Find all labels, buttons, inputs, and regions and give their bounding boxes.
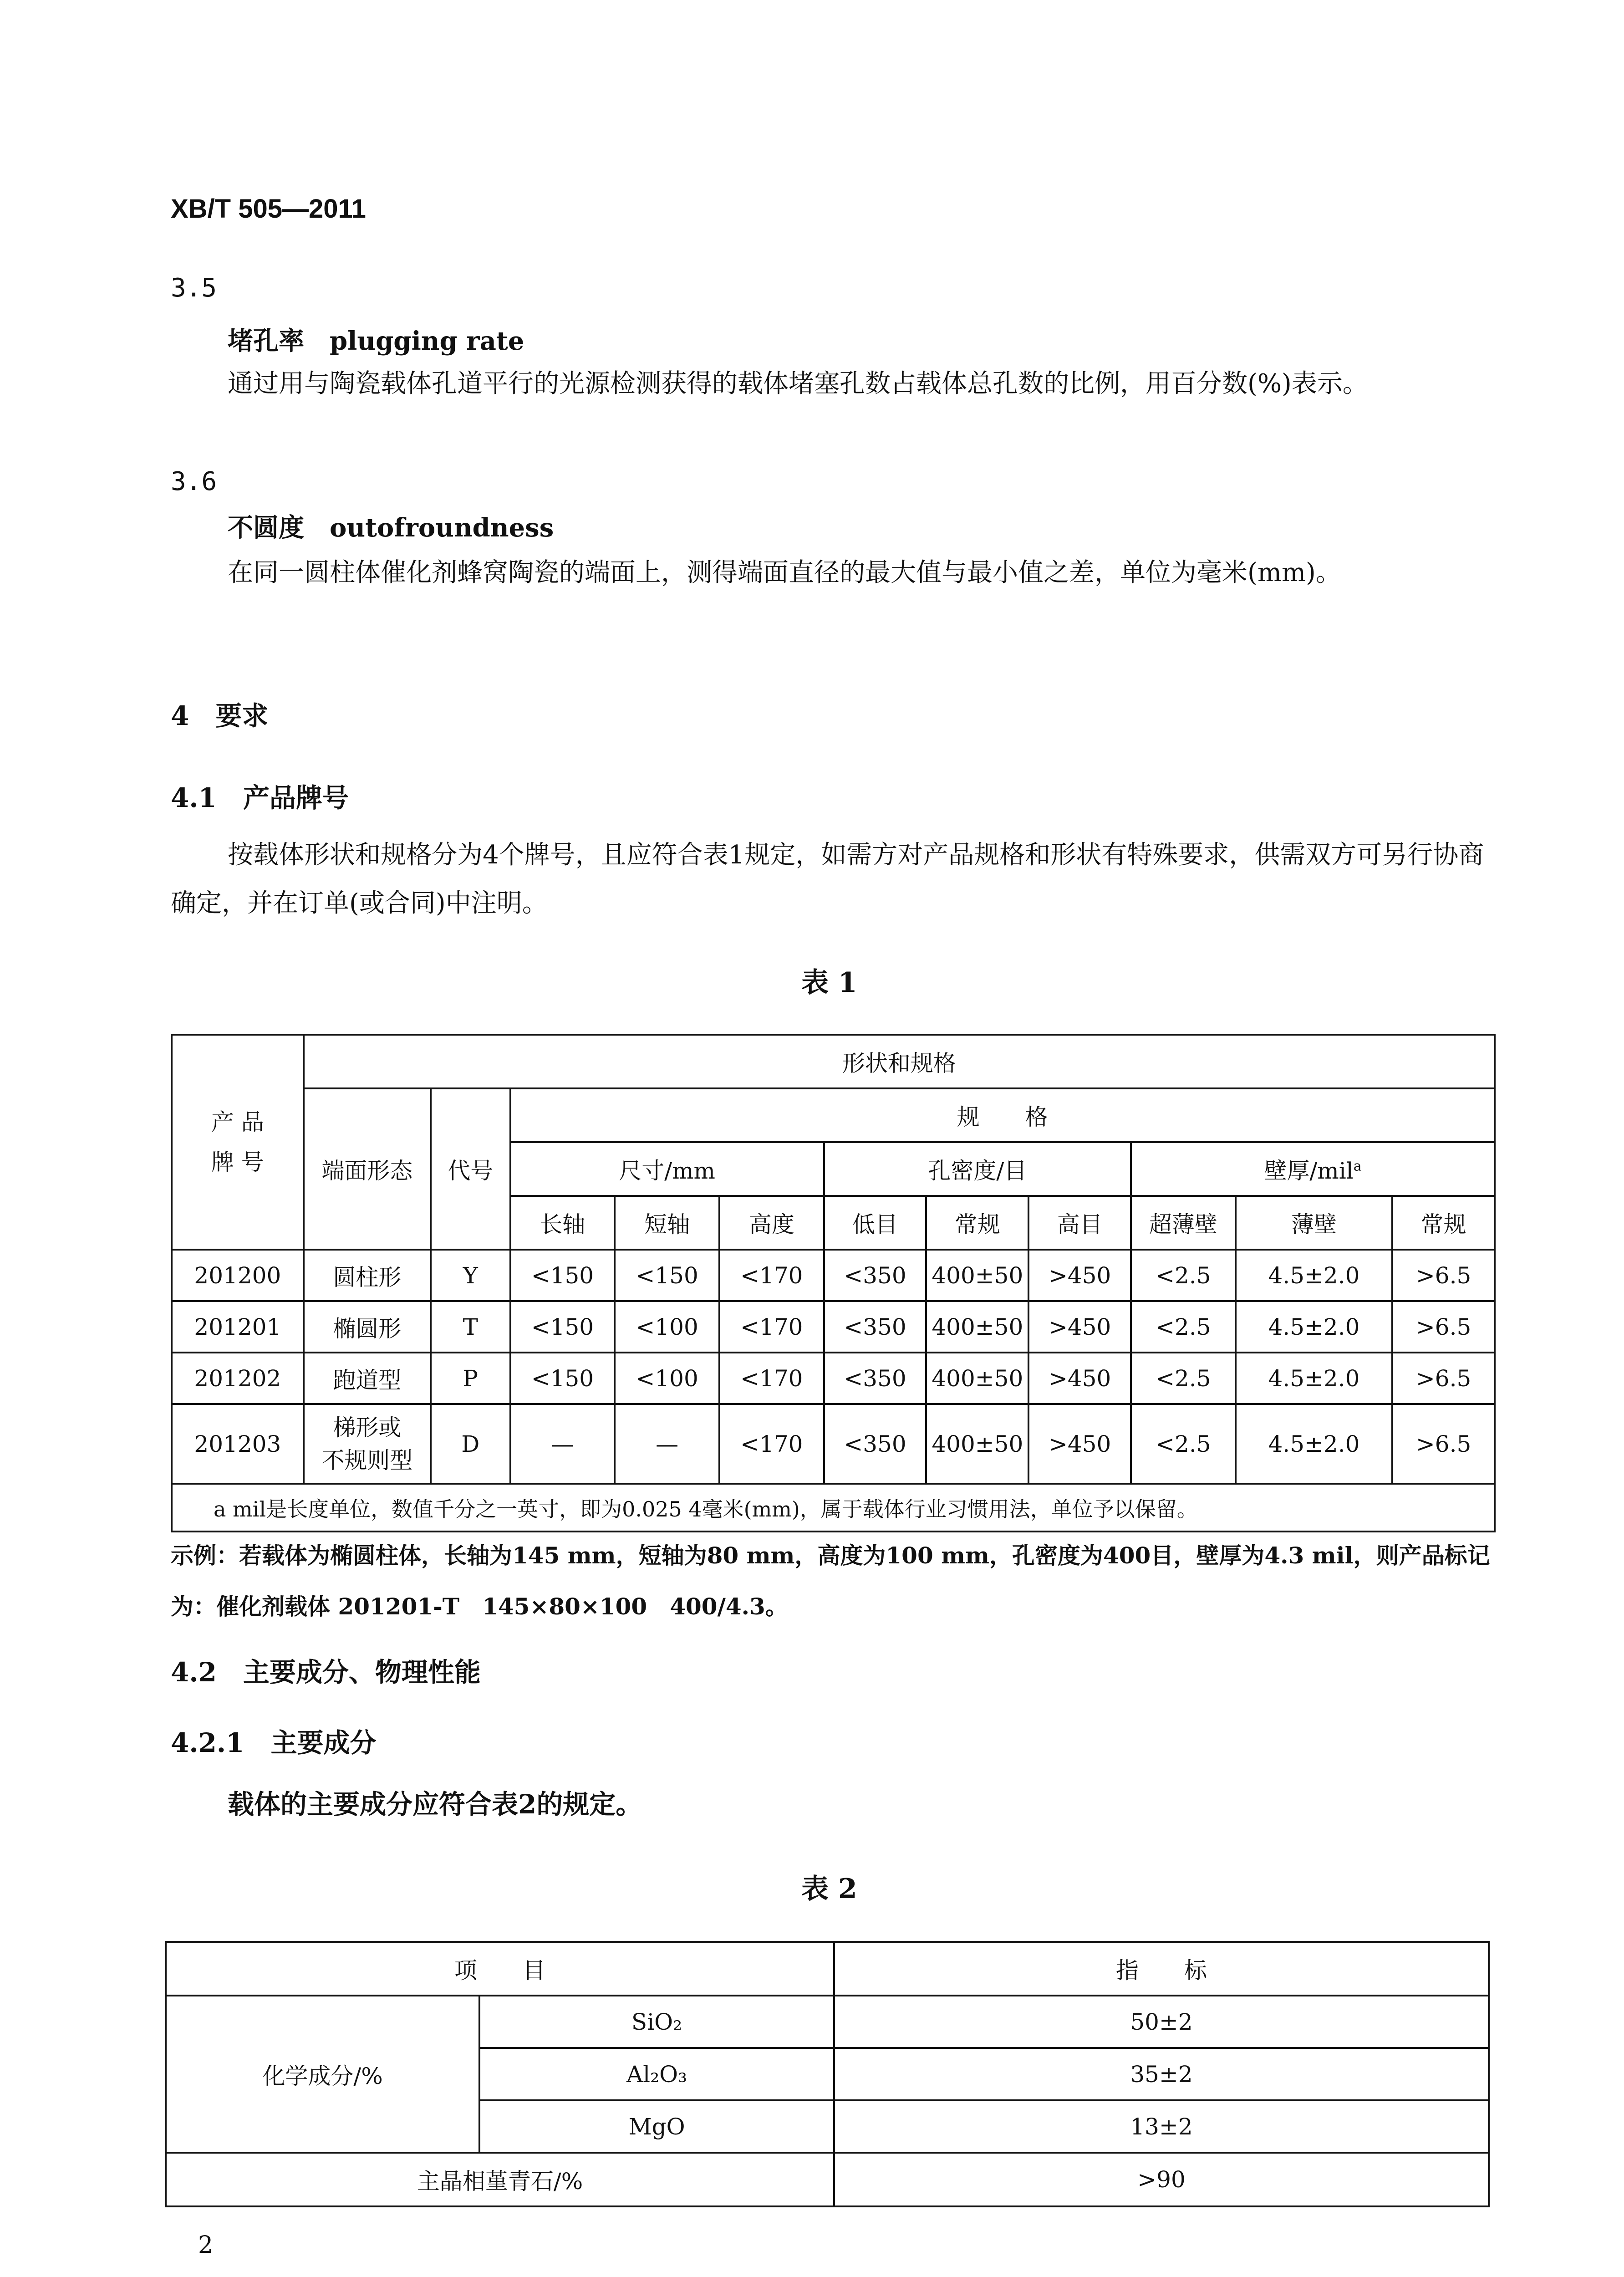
table-cell: >6.5 [1392,1250,1495,1301]
table-cell: 201200 [172,1250,304,1301]
table-cell: <170 [719,1250,824,1301]
clause-number-3-5: 3.5 [171,273,217,303]
table-cell: <100 [615,1353,719,1404]
subheader: 常规 [1392,1196,1495,1250]
footnote-mark: a [1353,1158,1362,1174]
table-cell: 400±50 [926,1301,1028,1353]
table-cell: D [431,1404,510,1484]
table-cell: >450 [1028,1404,1131,1484]
header-shape-and-spec: 形状和规格 [304,1035,1495,1088]
table-cell: <150 [510,1250,615,1301]
table-cell: 400±50 [926,1404,1028,1484]
table-cell: 4.5±2.0 [1236,1250,1393,1301]
subheader: 高目 [1028,1196,1131,1250]
table1-caption: 表 1 [801,967,857,999]
table-cell: <350 [824,1301,927,1353]
crystal-phase-label: 主晶相堇青石/% [166,2153,834,2206]
header-wall-thickness: 壁厚/mil$^a$ [1131,1142,1495,1196]
table-cell: 400±50 [926,1353,1028,1404]
header-size: 尺寸/mm [510,1142,824,1196]
table-cell: <2.5 [1131,1301,1236,1353]
subheader: 低目 [824,1196,927,1250]
header-product-brand: 产 品 牌 号 [172,1035,304,1250]
table-cell: 圆柱形 [304,1250,431,1301]
subheader: 短轴 [615,1196,719,1250]
subheader: 高度 [719,1196,824,1250]
table-row [172,1353,1495,1404]
table-cell: >6.5 [1392,1353,1495,1404]
table-cell: <2.5 [1131,1250,1236,1301]
table-cell: <2.5 [1131,1404,1236,1484]
table-row [166,1996,1489,2048]
table-cell: 201201 [172,1301,304,1353]
table-cell: <150 [510,1353,615,1404]
table-cell: <150 [510,1301,615,1353]
header-end-face-shape: 端面形态 [304,1088,431,1250]
standard-number: XB/T 505—2011 [171,194,366,224]
section-heading-4-2: 4.2 主要成分、物理性能 [171,1657,481,1688]
table-cell: >450 [1028,1353,1131,1404]
table-cell: P [431,1353,510,1404]
example-note: 示例：若载体为椭圆柱体，长轴为145 mm，短轴为80 mm，高度为100 mm，孔密度为400目，壁厚为4.3 mil，则产品标记为：催化剂载体 201201-T 145×80×100 400/4.3。 [171,1542,1490,1620]
table-cell: <350 [824,1404,927,1484]
table-cell: <350 [824,1353,927,1404]
header-item: 项 目 [166,1942,834,1996]
table-cell: >450 [1028,1250,1131,1301]
table-row [172,1301,1495,1353]
table-cell: 201203 [172,1404,304,1484]
table-cell: 4.5±2.0 [1236,1353,1393,1404]
definition-plugging-rate: 通过用与陶瓷载体孔道平行的光源检测获得的载体堵塞孔数占载体总孔数的比例，用百分数(%)表示。 [228,369,1368,398]
table-cell: Al₂O₃ [479,2048,834,2100]
clause-number-3-6: 3.6 [171,467,217,496]
table-cell: 4.5±2.0 [1236,1404,1393,1484]
table-cell: <170 [719,1301,824,1353]
table-row [172,1404,1495,1484]
table-cell: 4.5±2.0 [1236,1301,1393,1353]
subheader: 薄壁 [1236,1196,1393,1250]
subheader: 常规 [926,1196,1028,1250]
table-row [172,1250,1495,1301]
table-cell: 50±2 [834,1996,1489,2048]
page-number: 2 [198,2231,214,2259]
table-cell: <150 [615,1250,719,1301]
table-cell: Y [431,1250,510,1301]
table-cell: >6.5 [1392,1404,1495,1484]
table-cell: 35±2 [834,2048,1489,2100]
table-cell: MgO [479,2100,834,2153]
table-cell: 201202 [172,1353,304,1404]
section-heading-4-1: 4.1 产品牌号 [171,782,349,813]
table-cell: — [615,1404,719,1484]
table-cell: >90 [834,2153,1489,2206]
subheader: 长轴 [510,1196,615,1250]
term-outofroundness: 不圆度 outofroundness [228,513,554,543]
section-heading-4-2-1: 4.2.1 主要成分 [171,1727,377,1758]
section-heading-4: 4 要求 [171,700,269,731]
subheader: 超薄壁 [1131,1196,1236,1250]
table-cell: 400±50 [926,1250,1028,1301]
section-4-2-1-text: 载体的主要成分应符合表2的规定。 [228,1789,642,1820]
table-cell: 跑道型 [304,1353,431,1404]
product-grade-table [171,1034,1496,1532]
table2-caption: 表 2 [801,1873,857,1905]
term-plugging-rate: 堵孔率 plugging rate [228,326,524,356]
table-cell: 13±2 [834,2100,1489,2153]
table-cell: 椭圆形 [304,1301,431,1353]
table-cell: 梯形或 不规则型 [304,1404,431,1484]
section-4-1-text: 按载体形状和规格分为4个牌号，且应符合表1规定，如需方对产品规格和形状有特殊要求，供需双方可另行协商确定，并在订单(或合同)中注明。 [171,840,1484,918]
table-row [166,2153,1489,2206]
table-cell: >450 [1028,1301,1131,1353]
main-composition-table [165,1941,1490,2207]
header-cell-density: 孔密度/目 [824,1142,1131,1196]
header-index: 指 标 [834,1942,1489,1996]
table-cell: T [431,1301,510,1353]
chemical-composition-label: 化学成分/% [166,1996,479,2153]
table-cell: <100 [615,1301,719,1353]
table-cell: <170 [719,1353,824,1404]
table-cell: <350 [824,1250,927,1301]
definition-outofroundness: 在同一圆柱体催化剂蜂窝陶瓷的端面上，测得端面直径的最大值与最小值之差，单位为毫米(mm)。 [228,558,1341,587]
header-code: 代号 [431,1088,510,1250]
table-cell: — [510,1404,615,1484]
header-spec: 规 格 [510,1088,1495,1142]
table-cell: <2.5 [1131,1353,1236,1404]
table-cell: SiO₂ [479,1996,834,2048]
table1-footnote: a mil是长度单位，数值千分之一英寸，即为0.025 4毫米(mm)，属于载体行业习惯用法，单位予以保留。 [172,1484,1495,1532]
table-cell: <170 [719,1404,824,1484]
table-cell: >6.5 [1392,1301,1495,1353]
